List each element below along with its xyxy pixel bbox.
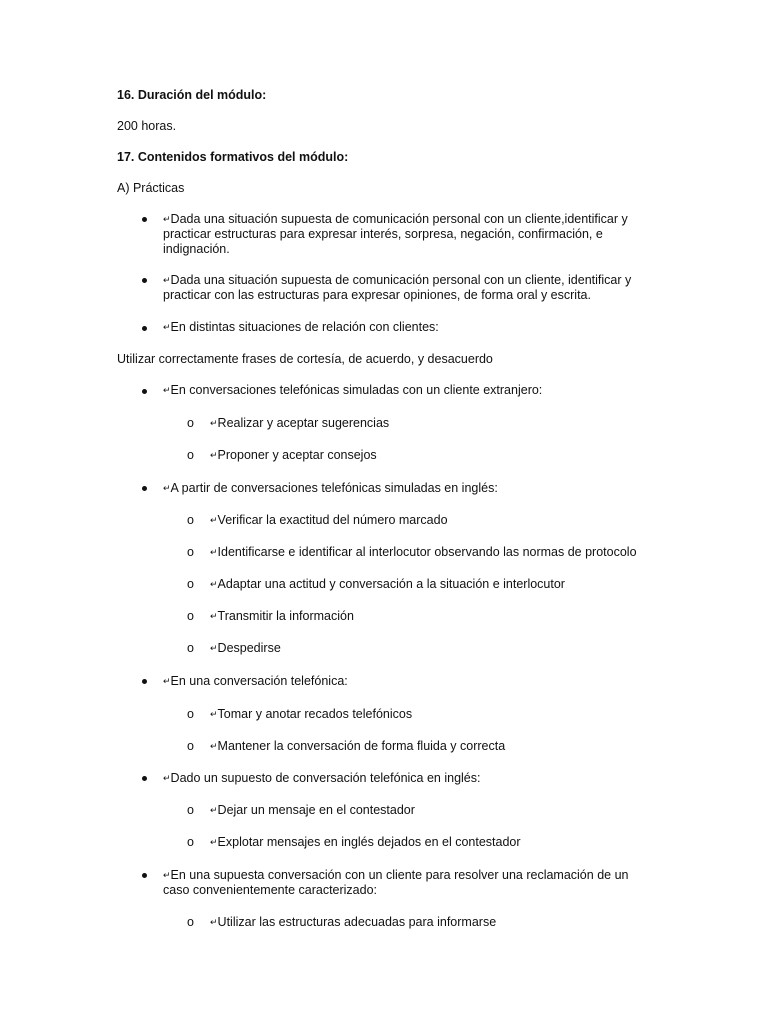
sub-list-item: ↵Adaptar una actitud y conversación a la situación e interlocutor	[210, 577, 565, 591]
module-duration: 200 horas.	[117, 119, 177, 133]
sub-bullet-icon: o	[187, 609, 194, 623]
sub-bullet-icon: o	[187, 448, 194, 462]
sub-bullet-icon: o	[187, 915, 194, 929]
sub-list-item: ↵Verificar la exactitud del número marcado	[210, 513, 448, 527]
practices-subheading: A) Prácticas	[117, 181, 185, 195]
sub-bullet-icon: o	[187, 641, 194, 655]
return-arrow-icon: ↵	[163, 870, 170, 880]
sub-list-item: ↵Identificarse e identificar al interlocutor observando las normas de protocolo	[210, 545, 637, 559]
list-item: ↵En una conversación telefónica:	[163, 674, 348, 688]
sub-bullet-icon: o	[187, 577, 194, 591]
return-arrow-icon: ↵	[210, 837, 217, 847]
return-arrow-icon: ↵	[210, 917, 217, 927]
list-item-continuation: indignación.	[163, 242, 230, 256]
sub-bullet-icon: o	[187, 835, 194, 849]
return-arrow-icon: ↵	[163, 773, 170, 783]
list-item: ↵Dado un supuesto de conversación telefónica en inglés:	[163, 771, 481, 785]
return-arrow-icon: ↵	[210, 643, 217, 653]
list-item: ↵En conversaciones telefónicas simuladas con un cliente extranjero:	[163, 383, 543, 397]
bullet-icon	[142, 326, 147, 331]
paragraph: Utilizar correctamente frases de cortesía, de acuerdo, y desacuerdo	[117, 352, 493, 366]
list-item-continuation: caso convenientemente caracterizado:	[163, 883, 378, 897]
list-item: ↵En una supuesta conversación con un cliente para resolver una reclamación de un	[163, 868, 629, 882]
sub-list-item: ↵Realizar y aceptar sugerencias	[210, 416, 390, 430]
bullet-icon	[142, 679, 147, 684]
return-arrow-icon: ↵	[210, 805, 217, 815]
sub-bullet-icon: o	[187, 803, 194, 817]
sub-bullet-icon: o	[187, 513, 194, 527]
sub-list-item: ↵Dejar un mensaje en el contestador	[210, 803, 415, 817]
return-arrow-icon: ↵	[210, 741, 217, 751]
sub-list-item: ↵Utilizar las estructuras adecuadas para informarse	[210, 915, 497, 929]
list-item-continuation: practicar estructuras para expresar interés, sorpresa, negación, confirmación, e	[163, 227, 603, 241]
return-arrow-icon: ↵	[163, 214, 170, 224]
return-arrow-icon: ↵	[163, 275, 170, 285]
return-arrow-icon: ↵	[210, 418, 217, 428]
bullet-icon	[142, 776, 147, 781]
return-arrow-icon: ↵	[163, 385, 170, 395]
list-item: ↵En distintas situaciones de relación con clientes:	[163, 320, 439, 334]
list-item-continuation: practicar con las estructuras para expresar opiniones, de forma oral y escrita.	[163, 288, 591, 302]
sub-list-item: ↵Proponer y aceptar consejos	[210, 448, 377, 462]
sub-list-item: ↵Despedirse	[210, 641, 281, 655]
return-arrow-icon: ↵	[210, 547, 217, 557]
list-item: ↵Dada una situación supuesta de comunicación personal con un cliente, identificar y	[163, 273, 632, 287]
sub-bullet-icon: o	[187, 707, 194, 721]
bullet-icon	[142, 486, 147, 491]
sub-bullet-icon: o	[187, 545, 194, 559]
bullet-icon	[142, 217, 147, 222]
sub-list-item: ↵Tomar y anotar recados telefónicos	[210, 707, 413, 721]
return-arrow-icon: ↵	[210, 709, 217, 719]
bullet-icon	[142, 278, 147, 283]
list-item: ↵Dada una situación supuesta de comunicación personal con un cliente,identificar y	[163, 212, 628, 226]
section-16-heading: 16. Duración del módulo:	[117, 88, 267, 102]
return-arrow-icon: ↵	[210, 515, 217, 525]
return-arrow-icon: ↵	[163, 483, 170, 493]
sub-list-item: ↵Transmitir la información	[210, 609, 354, 623]
return-arrow-icon: ↵	[163, 322, 170, 332]
sub-bullet-icon: o	[187, 416, 194, 430]
bullet-icon	[142, 389, 147, 394]
return-arrow-icon: ↵	[210, 450, 217, 460]
section-17-heading: 17. Contenidos formativos del módulo:	[117, 150, 349, 164]
sub-list-item: ↵Mantener la conversación de forma fluida y correcta	[210, 739, 506, 753]
return-arrow-icon: ↵	[163, 676, 170, 686]
bullet-icon	[142, 873, 147, 878]
return-arrow-icon: ↵	[210, 579, 217, 589]
list-item: ↵A partir de conversaciones telefónicas simuladas en inglés:	[163, 481, 498, 495]
sub-bullet-icon: o	[187, 739, 194, 753]
return-arrow-icon: ↵	[210, 611, 217, 621]
sub-list-item: ↵Explotar mensajes en inglés dejados en el contestador	[210, 835, 521, 849]
